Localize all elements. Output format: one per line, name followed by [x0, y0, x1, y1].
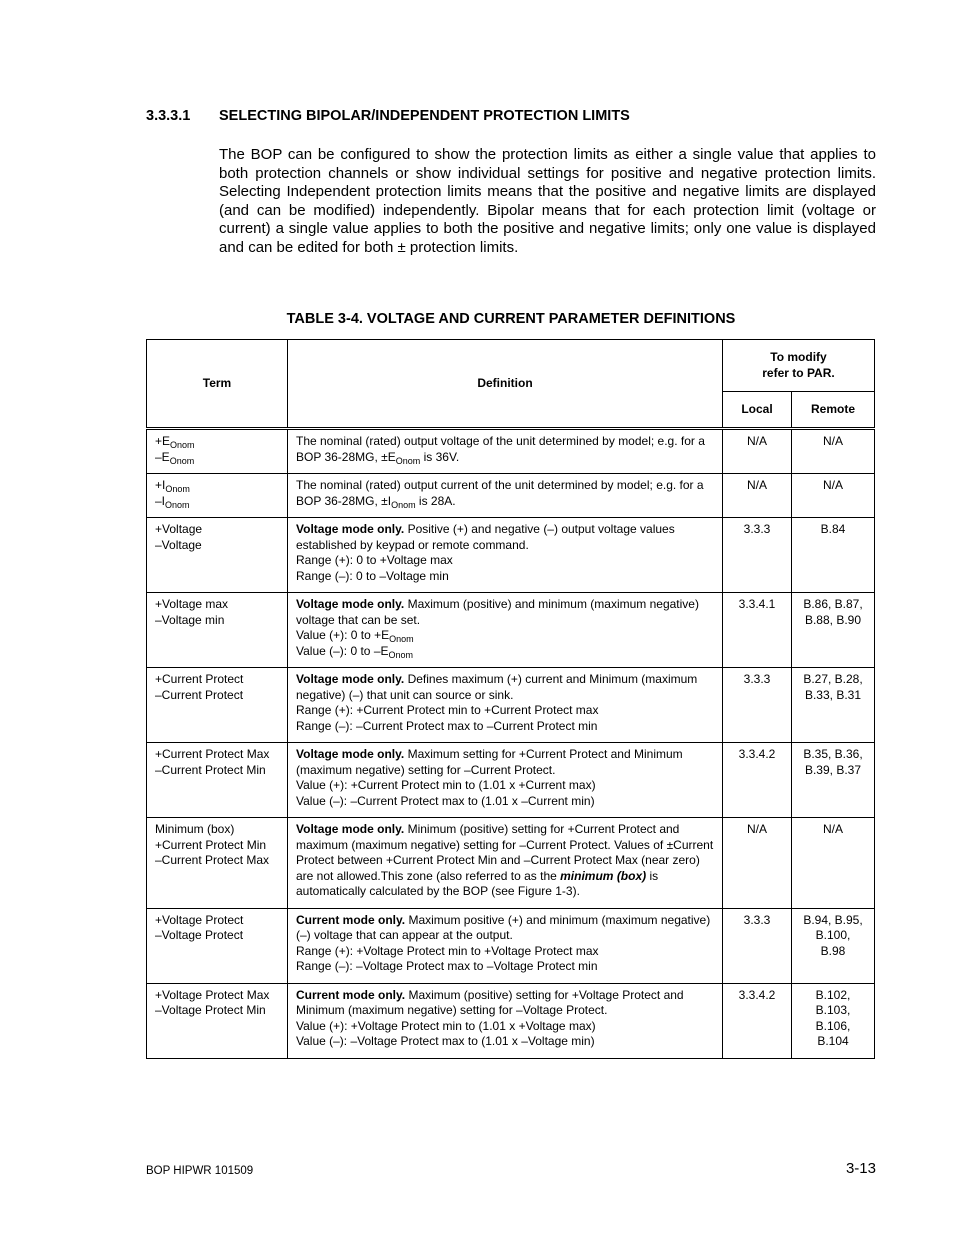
term-cell: Minimum (box) +Current Protect Min –Current Protect Max — [147, 818, 288, 909]
term-cell: $+I_{Onom}$ $-I_{Onom}$ — [147, 474, 288, 518]
table-row — [147, 429, 875, 474]
header-term: Term — [147, 340, 288, 429]
local-cell: 3.3.3 — [723, 518, 792, 593]
definition-cell: Voltage mode only. Maximum setting for +Current Protect and Minimum (maximum negative) setting for –Current Protect. Value (+): +Current Protect min to (1.01 x +Current max) Value (–): –Current Protect max to (1.01 x –Current min) — [288, 743, 723, 818]
local-cell: 3.3.3 — [723, 668, 792, 743]
remote-cell: B.27, B.28, B.33, B.31 — [792, 668, 875, 743]
header-local: Local — [723, 392, 792, 429]
remote-cell: N/A — [792, 429, 875, 474]
table-row — [147, 983, 875, 1058]
term-cell: +Voltage –Voltage — [147, 518, 288, 593]
local-cell: 3.3.4.2 — [723, 743, 792, 818]
section-number: 3.3.3.1 — [146, 108, 191, 124]
definition-cell: The nominal (rated) output current of the unit determined by model; e.g. for a BOP 36-28MG, $\pm I_{Onom}$ is 28A. — [288, 474, 723, 518]
table-row — [147, 818, 875, 909]
intro-text: The BOP can be configured to show the protection limits as either a single value that applies to both protection channels or show individual settings for positive and negative protection limits. Selecting Independent protection limits means that the positive and negative limits are displayed (and can be modified) independently. Bipolar means that for each protection limit (voltage or current) a single value applies to both the positive and negative limits; only one value is displayed and can be edited for both ± protection limits. — [219, 146, 876, 256]
table-row — [147, 474, 875, 518]
local-cell: N/A — [723, 429, 792, 474]
term-cell: +Voltage max –Voltage min — [147, 593, 288, 668]
term-cell: +Voltage Protect –Voltage Protect — [147, 908, 288, 983]
section-title: SELECTING BIPOLAR/INDEPENDENT PROTECTION LIMITS — [219, 108, 630, 124]
definition-cell: Voltage mode only. Defines maximum (+) current and Minimum (maximum negative) (–) that unit can source or sink. Range (+): +Current Protect min to +Current Protect max Range (–): –Current Protect max to –Current Protect min — [288, 668, 723, 743]
term-cell: $+E_{Onom}$ $-E_{Onom}$ — [147, 429, 288, 474]
definition-cell: The nominal (rated) output voltage of the unit determined by model; e.g. for a BOP 36-28MG, $\pm E_{Onom}$ is 36V. — [288, 429, 723, 474]
section-heading — [146, 108, 630, 124]
table-row — [147, 743, 875, 818]
definition-cell: Current mode only. Maximum positive (+) and minimum (maximum negative) (–) voltage that can appear at the output. Range (+): +Voltage Protect min to +Voltage Protect max Range (–): –Voltage Protect max to –Voltage Protect min — [288, 908, 723, 983]
table-row — [147, 518, 875, 593]
definition-cell: Voltage mode only. Minimum (positive) setting for +Current Protect and maximum (maximum negative) setting for –Current Protect. Values of ±Current Protect between +Current Protect Min and –Current Protect Max (near zero) are not allowed.This zone (also referred to as the minimum (box) is automatically calculated by the BOP (see Figure 1-3). — [288, 818, 723, 909]
table-row — [147, 668, 875, 743]
term-cell: +Current Protect Max –Current Protect Min — [147, 743, 288, 818]
remote-cell: N/A — [792, 818, 875, 909]
remote-cell: B.84 — [792, 518, 875, 593]
table-title: TABLE 3-4. VOLTAGE AND CURRENT PARAMETER DEFINITIONS — [286, 311, 736, 327]
table-row — [147, 908, 875, 983]
local-cell: 3.3.3 — [723, 908, 792, 983]
definition-cell: Voltage mode only. Positive (+) and negative (–) output voltage values established by keypad or remote command. Range (+): 0 to +Voltage max Range (–): 0 to –Voltage min — [288, 518, 723, 593]
term-cell: +Current Protect –Current Protect — [147, 668, 288, 743]
footer-page-number: 3-13 — [845, 1160, 876, 1177]
remote-cell: B.94, B.95, B.100, B.98 — [792, 908, 875, 983]
remote-cell: B.102, B.103, B.106, B.104 — [792, 983, 875, 1058]
definition-cell: Voltage mode only. Maximum (positive) and minimum (maximum negative) voltage that can be set. Value (+): 0 to $+E_{Onom}$ Value (–): 0 to $-E_{Onom}$ — [288, 593, 723, 668]
definition-cell: Current mode only. Maximum (positive) setting for +Voltage Protect and Minimum (maximum negative) setting for –Voltage Protect. Value (+): +Voltage Protect min to (1.01 x +Voltage max) Value (–): –Voltage Protect max to (1.01 x –Voltage min) — [288, 983, 723, 1058]
header-to-modify: To modify refer to PAR. — [723, 340, 875, 392]
footer-document-id: BOP HIPWR 101509 — [146, 1165, 254, 1177]
local-cell: N/A — [723, 818, 792, 909]
remote-cell: B.35, B.36, B.39, B.37 — [792, 743, 875, 818]
local-cell: 3.3.4.2 — [723, 983, 792, 1058]
header-remote: Remote — [792, 392, 875, 429]
intro-paragraph — [219, 146, 876, 258]
term-cell: +Voltage Protect Max –Voltage Protect Min — [147, 983, 288, 1058]
local-cell: N/A — [723, 474, 792, 518]
header-definition: Definition — [288, 340, 723, 429]
local-cell: 3.3.4.1 — [723, 593, 792, 668]
remote-cell: B.86, B.87, B.88, B.90 — [792, 593, 875, 668]
remote-cell: N/A — [792, 474, 875, 518]
parameter-table — [146, 339, 875, 1059]
table-row — [147, 593, 875, 668]
